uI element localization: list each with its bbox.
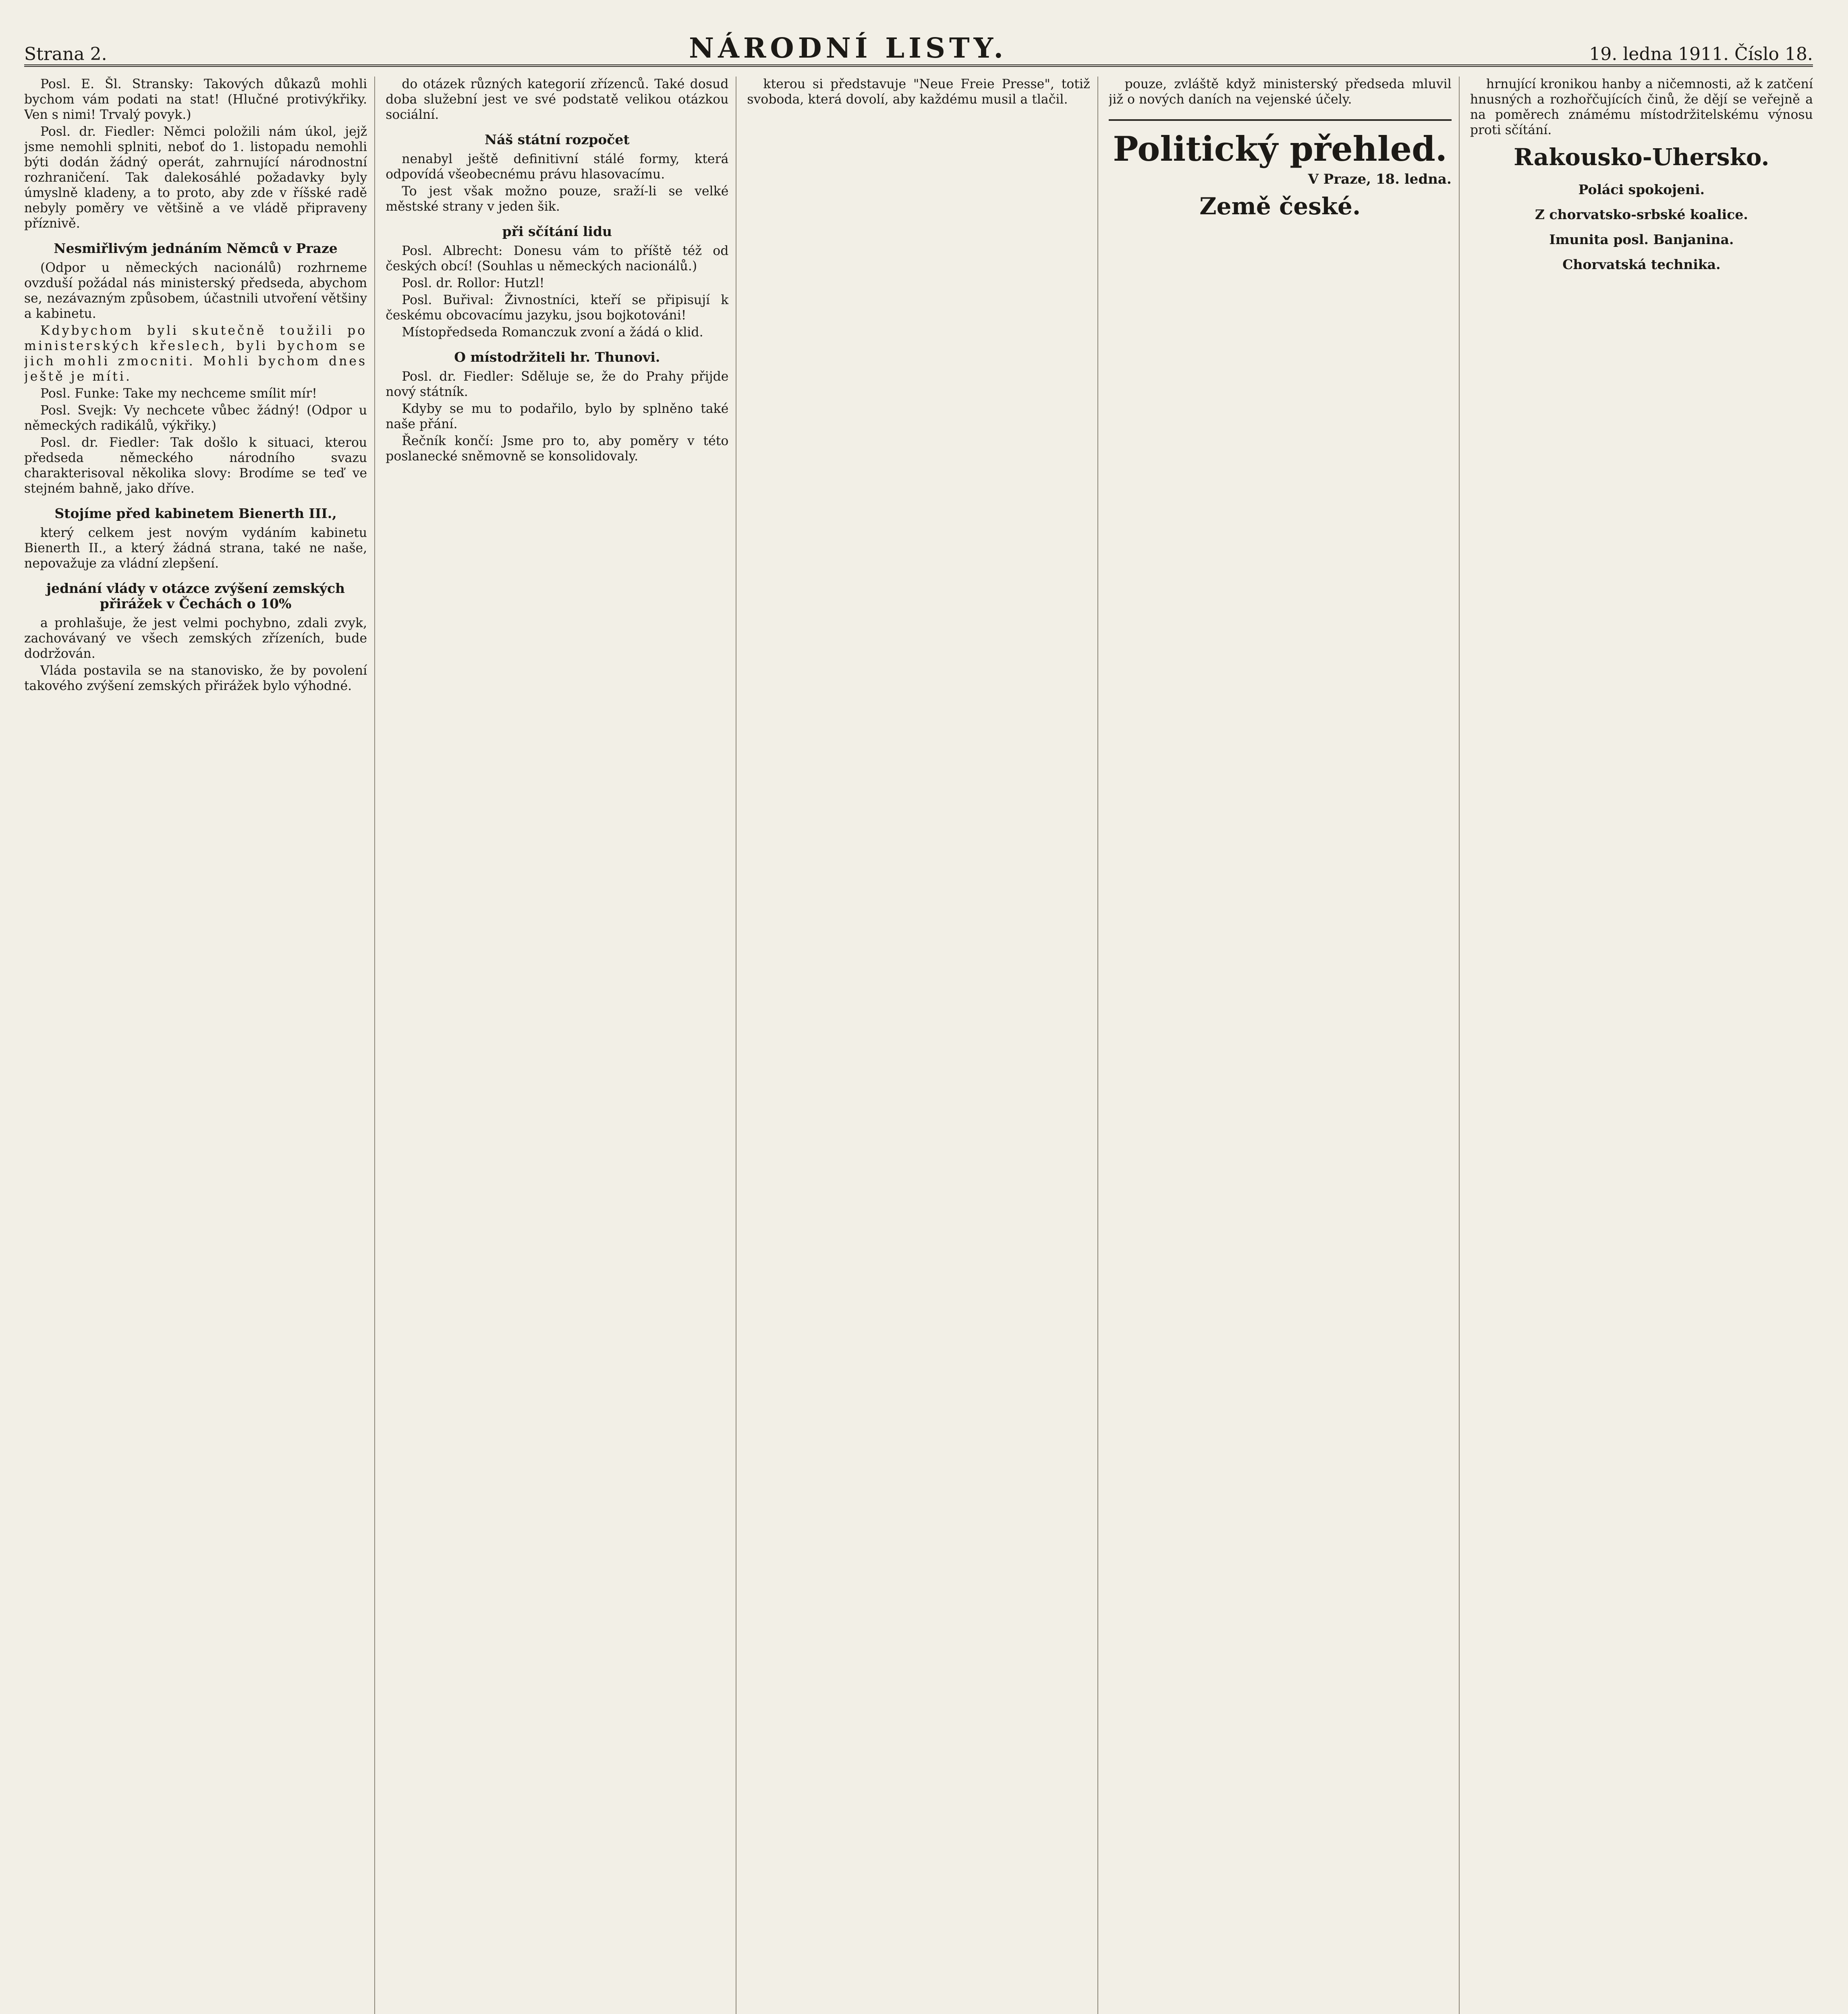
- subsection-title: Rakousko-Uhersko.: [1514, 143, 1769, 171]
- issue-date: [1589, 44, 1813, 64]
- paragraph: Posl. dr. Fiedler: Tak došlo k situaci, kterou předseda německého národního svazu charakterisoval několika slovy: Brodíme se teď ve stejném bahně, jako dříve.: [24, 435, 367, 496]
- section-heading: jednání vlády v otázce zvýšení zemských přirážek v Čechách o 10%: [46, 580, 345, 611]
- issue-number: Číslo 18.: [1734, 44, 1813, 64]
- section-heading: O místodržiteli hr. Thunovi.: [454, 349, 660, 365]
- paragraph: Posl. dr. Rollor: Hutzl!: [402, 276, 545, 290]
- section-title: Politický přehled.: [1109, 119, 1452, 169]
- page-header: [24, 20, 1813, 67]
- paragraph: Posl. Svejk: Vy nechcete vůbec žádný! (Odpor u německých radikálů, výkřiky.): [24, 403, 367, 433]
- page-number: Strana 2.: [24, 44, 107, 64]
- section-heading: Imunita posl. Banjanina.: [1549, 232, 1734, 247]
- masthead-title: NÁRODNÍ LISTY.: [689, 32, 1008, 64]
- paragraph: který celkem jest novým vydáním kabinetu Bienerth II., a který žádná strana, také ne naše, nepovažuje za vládní zlepšení.: [24, 526, 367, 571]
- section-heading: Z chorvatsko-srbské koalice.: [1535, 207, 1748, 222]
- section-heading: při sčítání lidu: [502, 224, 612, 239]
- paragraph: a prohlašuje, že jest velmi pochybno, zdali zvyk, zachovávaný ve všech zemských zřízeních, bude dodržován.: [24, 616, 367, 661]
- paragraph: Kdybychom byli skutečně toužili po ministerských křeslech, byli bychom se jich mohli zmocniti. Mohli bychom dnes ještě je míti.: [24, 323, 367, 384]
- paragraph: Vláda postavila se na stanovisko, že by povolení takového zvýšení zemských přirážek bylo výhodné.: [24, 663, 367, 693]
- paragraph: Kdyby se mu to podařilo, bylo by splněno také naše přání.: [386, 402, 729, 431]
- paragraph: Místopředseda Romanczuk zvoní a žádá o klid.: [402, 325, 703, 340]
- section-heading: Chorvatská technika.: [1562, 257, 1721, 272]
- paragraph: Posl. Albrecht: Donesu vám to příště též od českých obcí! (Souhlas u německých nacionálů.): [386, 244, 729, 274]
- paragraph: To jest však možno pouze, sraží-li se velké městské strany v jeden šik.: [386, 184, 729, 214]
- column-4: [1109, 77, 1460, 2014]
- dateline: V Praze, 18. ledna.: [1308, 171, 1452, 187]
- paragraph: Posl. Buřival: Živnostníci, kteří se připisují k českému obcovacímu jazyku, jsou bojkotováni!: [386, 293, 729, 323]
- article-columns: [24, 77, 1813, 2014]
- paragraph: Řečník končí: Jsme pro to, aby poměry v této poslanecké sněmovně se konsolidovaly.: [386, 434, 729, 464]
- paragraph: kterou si představuje "Neue Freie Presse", totiž svoboda, která dovolí, aby každému musil a tlačil.: [747, 77, 1090, 107]
- section-heading: Náš státní rozpočet: [484, 132, 630, 147]
- section-heading: Nesmiřlivým jednáním Němců v Praze: [54, 240, 338, 256]
- column-1: [24, 77, 375, 2014]
- paragraph: pouze, zvláště když ministerský předseda mluvil již o nových daních na vejenské účely.: [1108, 77, 1452, 107]
- column-3: [747, 77, 1098, 2014]
- paragraph: (Odpor u německých nacionálů) rozhrneme ovzduší požádal nás ministerský předseda, abychom se, nezávazným způsobem, účastnili utvoření většiny a kabinetu.: [24, 261, 367, 321]
- paragraph: Posl. Funke: Take my nechceme smílit mír!: [40, 386, 317, 401]
- paragraph: nenabyl ještě definitivní stálé formy, která odpovídá všeobecnému právu hlasovacímu.: [386, 152, 729, 182]
- date-text: 19. ledna 1911.: [1589, 44, 1729, 64]
- paragraph: hrnující kronikou hanby a ničemnosti, až k zatčení hnusných a rozhořčujících činů, že dějí se veřejně a na poměrech známému místodržitelskému výnosu proti sčítání.: [1470, 77, 1813, 137]
- paragraph: Posl. dr. Fiedler: Němci položili nám úkol, jejž jsme nemohli splniti, neboť do 1. listopadu nemohli býti dodán žádný operát, zahrnující národnostní rozhraničení. Tak dalekosáhlé požadavky byly úmyslně kladeny, a to proto, aby zde v říšské radě nebyly poměry ve většině a ve vládě připraveny příznivě.: [24, 124, 367, 231]
- paragraph: Posl. E. Šl. Stransky: Takových důkazů mohli bychom vám podati na stat! (Hlučné protivýkřiky. Ven s nimi! Trvalý povyk.): [24, 77, 367, 122]
- section-heading: Poláci spokojeni.: [1578, 182, 1705, 197]
- paragraph: Posl. dr. Fiedler: Sděluje se, že do Prahy přijde nový státník.: [386, 369, 729, 399]
- column-2: [386, 77, 736, 2014]
- subsection-title: Země české.: [1199, 193, 1361, 220]
- paragraph: do otázek různých kategorií zřízenců. Také dosud doba služební jest ve své podstatě velikou otázkou sociální.: [386, 77, 729, 122]
- section-heading: Stojíme před kabinetem Bienerth III.,: [54, 506, 337, 521]
- column-5: [1470, 77, 1813, 2014]
